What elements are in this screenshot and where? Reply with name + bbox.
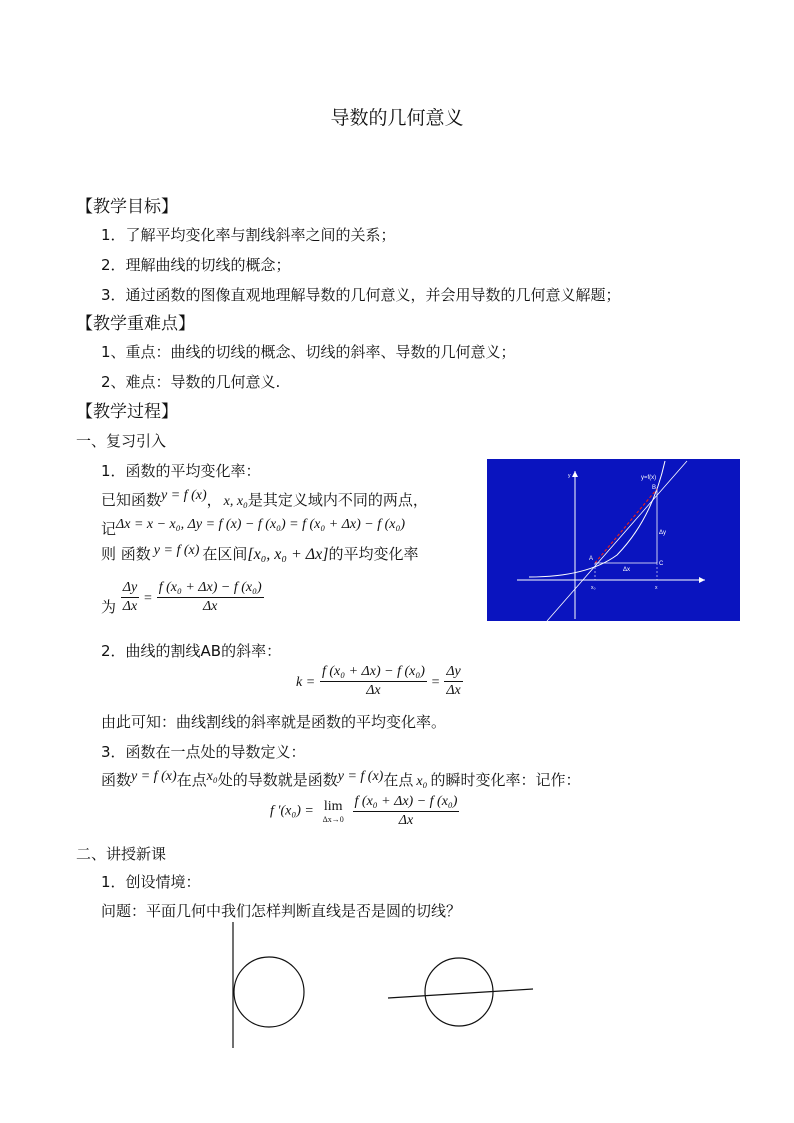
deriv-formula (270, 794, 459, 829)
def-text-c: 处的导数就是函数 (217, 771, 338, 789)
dx-label: Δx (623, 567, 631, 573)
goal-item-1: 1．了解平均变化率与割线斜率之间的关系； (101, 226, 396, 244)
known-vars: x, x₀ (223, 494, 248, 509)
then-text-c: 的平均变化率 (328, 545, 419, 563)
part1-heading: 一、复习引入 (76, 432, 167, 450)
goal-item-2: 2．理解曲线的切线的概念； (101, 256, 291, 274)
avg-formula (101, 580, 264, 617)
secant-graph (487, 459, 740, 621)
def-fx: y = f (x) (131, 769, 177, 784)
tangent-line (547, 461, 687, 621)
def-text-d: 在点 (383, 771, 414, 789)
def-text-a: 函数 (101, 771, 132, 789)
deriv-fraction (353, 794, 460, 829)
then-line (101, 543, 418, 564)
note-formula: Δx = x − x₀, Δy = f (x) − f (x₀) = f (x₀ + Δx) − f (x₀) (116, 517, 406, 532)
then-text-a: 则 函数 (101, 545, 151, 563)
part1-item1: 1．函数的平均变化率： (101, 462, 261, 480)
k-num2: Δy (444, 664, 462, 682)
note-text-a: 记 (101, 520, 117, 538)
known-line (101, 488, 428, 510)
keypoint-item-1: 1、重点：曲线的切线的概念、切线的斜率、导数的几何意义； (101, 343, 516, 361)
part2-question: 问题：平面几何中我们怎样判断直线是否是圆的切线？ (101, 902, 462, 920)
deriv-lim-sub: Δx→0 (322, 815, 344, 824)
part2-item1: 1．创设情境： (101, 873, 201, 891)
tangent-circle-diagram (225, 920, 315, 1050)
part1-item2: 2．曲线的割线AB的斜率： (101, 642, 282, 660)
known-text-a: 已知函数 (101, 491, 162, 509)
deriv-lim: lim (323, 799, 343, 814)
graph-svg (487, 459, 740, 621)
known-text-c: 是其定义域内不同的两点， (247, 491, 428, 509)
page-title: 导数的几何意义 (330, 107, 464, 129)
known-fx: y = f (x) (161, 488, 207, 503)
point-b-label: B (652, 485, 657, 491)
def-x0b: x₀ (416, 774, 428, 789)
avg-den-right: Δx (202, 599, 218, 614)
circle-left (234, 957, 304, 1027)
k-eq: = (431, 675, 440, 690)
is-label: 为 (101, 598, 117, 616)
avg-num-left: Δy (121, 580, 139, 598)
y-axis-label: y (568, 473, 571, 479)
goals-heading: 【教学目标】 (76, 197, 178, 217)
then-text-b: 在区间 (202, 545, 248, 563)
k-den2: Δx (446, 683, 461, 698)
then-fx: y = f (x) (153, 543, 200, 558)
def-text-b: 在点 (176, 771, 207, 789)
secant-circle-diagram (385, 950, 535, 1040)
point-c-label: C (659, 561, 664, 567)
deriv-den: Δx (398, 813, 414, 828)
x-arrow-icon (699, 577, 705, 583)
keypoints-heading: 【教学重难点】 (76, 314, 195, 334)
avg-den-left: Δx (122, 599, 138, 614)
keypoint-item-2: 2、难点：导数的几何意义. (101, 373, 281, 391)
deriv-limit (323, 799, 344, 824)
k-num: f (x₀ + Δx) − f (x₀) (320, 664, 427, 682)
secant-line (595, 489, 657, 563)
avg-eq: = (144, 591, 152, 606)
avg-fraction-right (157, 580, 264, 615)
def-fx2: y = f (x) (337, 769, 384, 784)
conclusion: 由此可知：曲线割线的斜率就是函数的平均变化率。 (101, 713, 447, 731)
part1-item3: 3．函数在一点处的导数定义： (101, 743, 306, 761)
then-interval: [x₀, x₀ + Δx] (247, 546, 329, 563)
k-formula (296, 664, 463, 699)
y-arrow-icon (572, 471, 578, 477)
avg-num-right: f (x₀ + Δx) − f (x₀) (157, 580, 264, 598)
process-heading: 【教学过程】 (76, 402, 178, 422)
point-a-label: A (589, 556, 594, 562)
x-tick-label: x (655, 585, 658, 591)
avg-fraction-left (121, 580, 139, 615)
goal-item-3: 3．通过函数的图像直观地理解导数的几何意义，并会用导数的几何意义解题； (101, 286, 621, 304)
deriv-num: f (x₀ + Δx) − f (x₀) (353, 794, 460, 812)
k-fraction (320, 664, 427, 699)
k-fraction-2 (444, 664, 462, 699)
x0-tick-label: x₀ (591, 585, 596, 591)
note-line (101, 514, 405, 539)
deriv-left: f ′(x₀) = (270, 803, 314, 819)
def-x0: x₀ (206, 769, 218, 784)
k-label: k = (296, 675, 316, 690)
k-den: Δx (366, 683, 381, 698)
secant-line-right (388, 989, 533, 998)
curve-label: y=f(x) (641, 475, 657, 481)
known-text-b: ， (206, 491, 222, 509)
def-line (101, 769, 580, 790)
part2-heading: 二、讲授新课 (76, 845, 167, 863)
def-text-e: 的瞬时变化率：记作： (430, 771, 581, 789)
dy-label: Δy (659, 530, 667, 536)
